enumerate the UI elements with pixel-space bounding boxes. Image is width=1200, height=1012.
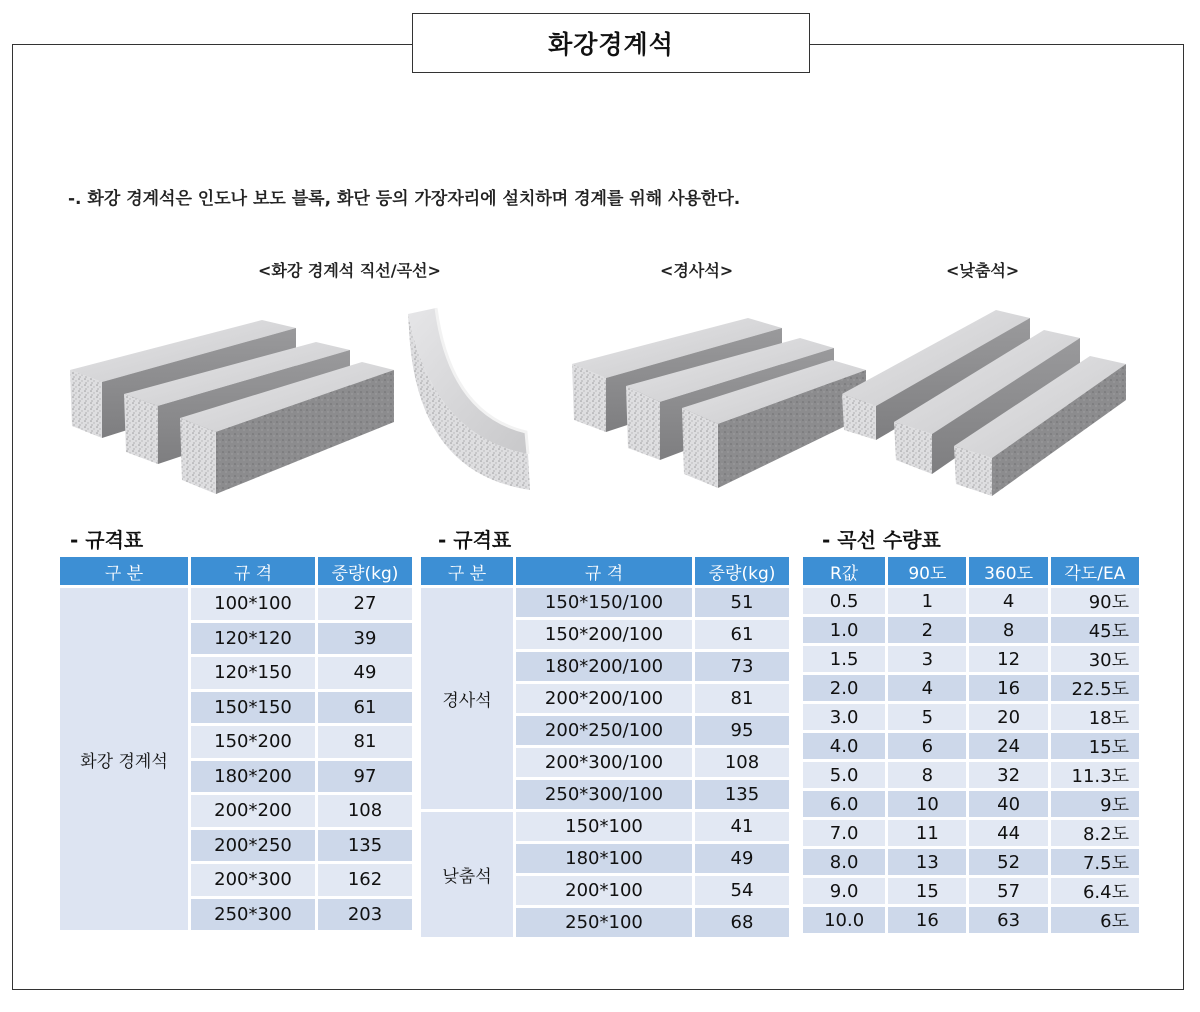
table-row	[803, 733, 1139, 759]
d90-cell: 13	[888, 849, 966, 875]
weight-cell: 49	[318, 657, 412, 689]
angle-cell: 30도	[1051, 646, 1139, 672]
spec-cell: 200*200/100	[516, 684, 692, 713]
r-cell: 5.0	[803, 762, 885, 788]
spec-cell: 200*300/100	[516, 748, 692, 777]
header-360deg: 360도	[969, 557, 1047, 585]
spec-cell: 200*200	[191, 795, 315, 827]
d360-cell: 32	[969, 762, 1047, 788]
r-cell: 7.0	[803, 820, 885, 846]
header-weight: 중량(kg)	[695, 557, 789, 585]
angle-cell: 45도	[1051, 617, 1139, 643]
weight-cell: 97	[318, 761, 412, 793]
table-row	[421, 588, 789, 617]
table-row	[803, 791, 1139, 817]
spec2-section-title: - 규격표	[438, 528, 512, 552]
table-row	[803, 675, 1139, 701]
table-header-row	[803, 557, 1139, 585]
r-cell: 4.0	[803, 733, 885, 759]
spec1-section-title: - 규격표	[70, 528, 144, 552]
d90-cell: 11	[888, 820, 966, 846]
spec-cell: 150*200	[191, 726, 315, 758]
spec-cell: 180*100	[516, 844, 692, 873]
weight-cell: 108	[695, 748, 789, 777]
header-r-value: R값	[803, 557, 885, 585]
page-title: 화강경계석	[412, 13, 810, 73]
weight-cell: 61	[695, 620, 789, 649]
d360-cell: 12	[969, 646, 1047, 672]
header-90deg: 90도	[888, 557, 966, 585]
slope-curb-stones-image	[568, 316, 868, 492]
weight-cell: 51	[695, 588, 789, 617]
table-header-row	[60, 557, 412, 585]
r-cell: 1.0	[803, 617, 885, 643]
r-cell: 10.0	[803, 907, 885, 933]
header-weight: 중량(kg)	[318, 557, 412, 585]
table-row	[803, 878, 1139, 904]
spec-cell: 150*150	[191, 692, 315, 724]
d360-cell: 24	[969, 733, 1047, 759]
weight-cell: 73	[695, 652, 789, 681]
d360-cell: 57	[969, 878, 1047, 904]
table-row	[803, 617, 1139, 643]
table-row	[803, 849, 1139, 875]
table-header-row	[421, 557, 789, 585]
spec-cell: 250*100	[516, 908, 692, 937]
d90-cell: 15	[888, 878, 966, 904]
curved-curb-stone-image	[402, 304, 542, 494]
r-cell: 2.0	[803, 675, 885, 701]
weight-cell: 68	[695, 908, 789, 937]
table-row	[803, 762, 1139, 788]
weight-cell: 61	[318, 692, 412, 724]
r-cell: 1.5	[803, 646, 885, 672]
header-angle-per-ea: 각도/EA	[1051, 557, 1139, 585]
angle-cell: 18도	[1051, 704, 1139, 730]
weight-cell: 41	[695, 812, 789, 841]
d360-cell: 52	[969, 849, 1047, 875]
angle-cell: 15도	[1051, 733, 1139, 759]
r-cell: 8.0	[803, 849, 885, 875]
spec-cell: 200*250	[191, 830, 315, 862]
angle-cell: 8.2도	[1051, 820, 1139, 846]
d90-cell: 8	[888, 762, 966, 788]
d90-cell: 2	[888, 617, 966, 643]
weight-cell: 108	[318, 795, 412, 827]
angle-cell: 6.4도	[1051, 878, 1139, 904]
spec-cell: 120*150	[191, 657, 315, 689]
d90-cell: 1	[888, 588, 966, 614]
angle-cell: 6도	[1051, 907, 1139, 933]
angle-cell: 22.5도	[1051, 675, 1139, 701]
table-row	[803, 646, 1139, 672]
weight-cell: 135	[695, 780, 789, 809]
header-spec: 규 격	[191, 557, 315, 585]
d360-cell: 63	[969, 907, 1047, 933]
weight-cell: 81	[318, 726, 412, 758]
d90-cell: 4	[888, 675, 966, 701]
spec-cell: 180*200/100	[516, 652, 692, 681]
weight-cell: 27	[318, 588, 412, 620]
table-row	[803, 588, 1139, 614]
header-spec: 규 격	[516, 557, 692, 585]
table-row	[803, 820, 1139, 846]
header-category: 구 분	[421, 557, 513, 585]
table-row	[803, 704, 1139, 730]
group-granite-curb: 화강 경계석	[60, 588, 188, 930]
spec-cell: 200*100	[516, 876, 692, 905]
weight-cell: 203	[318, 899, 412, 931]
spec1-table	[57, 554, 415, 933]
d360-cell: 4	[969, 588, 1047, 614]
weight-cell: 135	[318, 830, 412, 862]
d360-cell: 20	[969, 704, 1047, 730]
r-cell: 6.0	[803, 791, 885, 817]
d360-cell: 16	[969, 675, 1047, 701]
spec-cell: 150*200/100	[516, 620, 692, 649]
angle-cell: 90도	[1051, 588, 1139, 614]
table-row	[803, 907, 1139, 933]
angle-cell: 9도	[1051, 791, 1139, 817]
r-cell: 3.0	[803, 704, 885, 730]
caption-straight-curve: <화강 경계석 직선/곡선>	[258, 261, 441, 280]
d90-cell: 5	[888, 704, 966, 730]
r-cell: 9.0	[803, 878, 885, 904]
spec-cell: 200*250/100	[516, 716, 692, 745]
intro-text: -. 화강 경계석은 인도나 보도 블록, 화단 등의 가장자리에 설치하며 경계를 위해 사용한다.	[68, 189, 741, 209]
caption-slope: <경사석>	[660, 261, 734, 280]
weight-cell: 81	[695, 684, 789, 713]
spec-cell: 100*100	[191, 588, 315, 620]
d360-cell: 40	[969, 791, 1047, 817]
d90-cell: 16	[888, 907, 966, 933]
table-row	[60, 588, 412, 620]
d90-cell: 10	[888, 791, 966, 817]
d90-cell: 3	[888, 646, 966, 672]
spec2-table	[418, 554, 792, 940]
weight-cell: 49	[695, 844, 789, 873]
d360-cell: 44	[969, 820, 1047, 846]
spec-cell: 120*120	[191, 623, 315, 655]
angle-cell: 7.5도	[1051, 849, 1139, 875]
weight-cell: 54	[695, 876, 789, 905]
spec-cell: 250*300	[191, 899, 315, 931]
weight-cell: 162	[318, 864, 412, 896]
angle-cell: 11.3도	[1051, 762, 1139, 788]
straight-curb-stones-image	[66, 318, 396, 498]
curve-quantity-table	[800, 554, 1142, 936]
table-row	[421, 812, 789, 841]
header-category: 구 분	[60, 557, 188, 585]
curve-section-title: - 곡선 수량표	[822, 528, 941, 552]
spec-cell: 200*300	[191, 864, 315, 896]
d90-cell: 6	[888, 733, 966, 759]
d360-cell: 8	[969, 617, 1047, 643]
low-curb-stones-image	[840, 306, 1130, 498]
weight-cell: 39	[318, 623, 412, 655]
group-slope-stone: 경사석	[421, 588, 513, 809]
group-low-stone: 낮춤석	[421, 812, 513, 937]
r-cell: 0.5	[803, 588, 885, 614]
spec-cell: 180*200	[191, 761, 315, 793]
spec-cell: 250*300/100	[516, 780, 692, 809]
caption-low: <낮춤석>	[946, 261, 1020, 280]
spec-cell: 150*150/100	[516, 588, 692, 617]
spec-cell: 150*100	[516, 812, 692, 841]
weight-cell: 95	[695, 716, 789, 745]
